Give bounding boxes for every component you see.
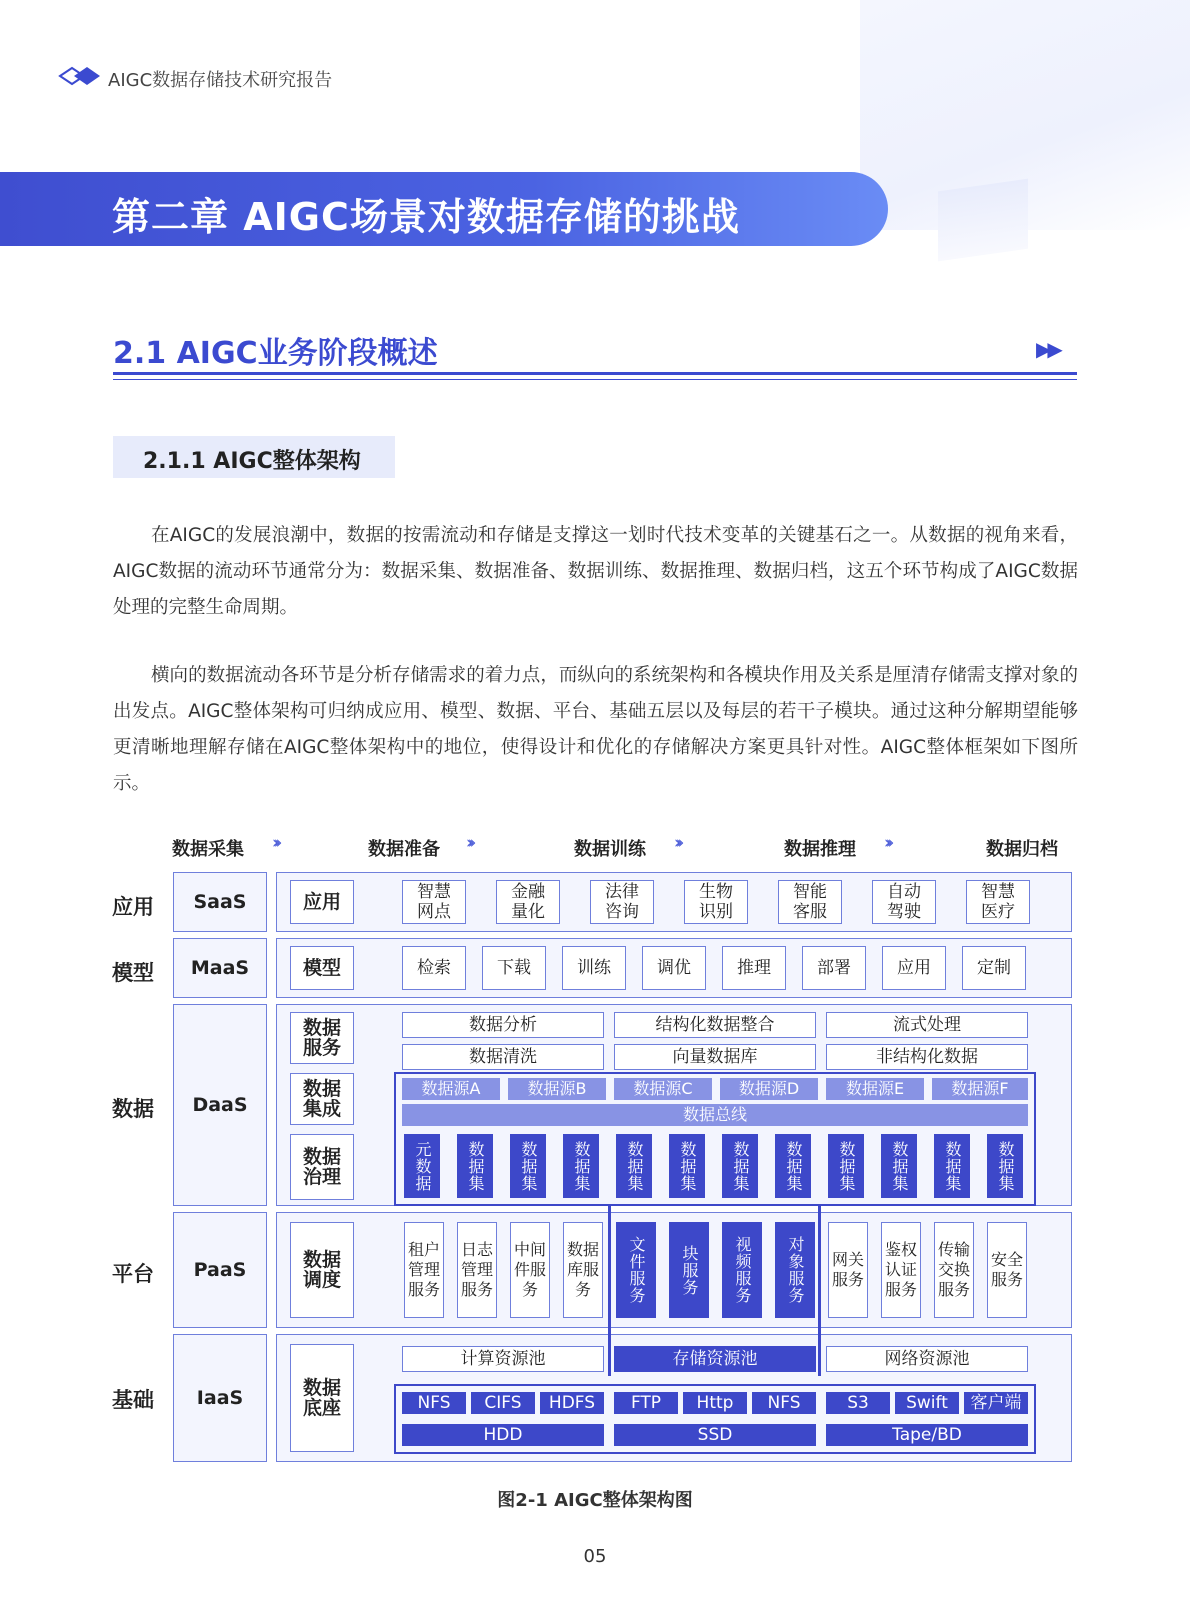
decorative-cube-small: [938, 179, 1028, 262]
phase-arrow-icon: ›››: [674, 833, 680, 853]
storage-service: 对象服务: [775, 1222, 815, 1318]
dataset-block: 元数据: [404, 1134, 440, 1198]
platform-service: 日志管理服务: [457, 1222, 497, 1318]
dataset-block: 数据集: [457, 1134, 493, 1198]
service-label: DaaS: [192, 1094, 248, 1116]
storage-service: 视频服务: [722, 1222, 762, 1318]
daas-side-label: 数据治理: [290, 1134, 354, 1200]
platform-service: 传输交换服务: [934, 1222, 974, 1318]
app-item: 自动驾驶: [872, 880, 936, 924]
platform-service: 租户管理服务: [404, 1222, 444, 1318]
saas-side-label: 应用: [290, 880, 354, 924]
protocol-item: FTP: [614, 1392, 678, 1414]
dataset-block: 数据集: [828, 1134, 864, 1198]
daas-side-label: 数据集成: [290, 1073, 354, 1125]
data-source: 数据源F: [932, 1078, 1028, 1100]
platform-service: 鉴权认证服务: [881, 1222, 921, 1318]
service-label: MaaS: [190, 957, 250, 979]
chapter-title: 第二章 AIGC场景对数据存储的挑战: [112, 195, 740, 239]
storage-media: Tape/BD: [826, 1424, 1028, 1446]
paragraph: 横向的数据流动各环节是分析存储需求的着力点，而纵向的系统架构和各模块作用及关系是厘清存储需支撑对象的出发点。AIGC整体架构可归纳成应用、模型、数据、平台、基础五层以及每层的若干子模块。通过这种分解期望能够更清晰地理解存储在AIGC整体架构中的地位，使得设计和优化的存储解决方案更具针对性。AIGC整体框架如下图所示。: [113, 665, 1078, 794]
phase-label: 数据准备: [368, 839, 440, 860]
protocol-item: S3: [826, 1392, 890, 1414]
connector-line: [818, 1206, 821, 1376]
resource-pool: 计算资源池: [402, 1346, 604, 1372]
section-divider-thin: [113, 379, 1077, 380]
app-item: 法律咨询: [590, 880, 654, 924]
phase-label: 数据训练: [574, 839, 646, 860]
data-service-item: 数据分析: [402, 1012, 604, 1038]
app-item: 金融量化: [496, 880, 560, 924]
model-item: 推理: [722, 946, 786, 990]
phase-label: 数据推理: [784, 839, 856, 860]
section-divider: [113, 372, 1077, 375]
layer-label: 模型: [112, 961, 154, 985]
phase-label: 数据采集: [172, 839, 244, 860]
platform-service: 中间件服务: [510, 1222, 550, 1318]
data-service-item: 向量数据库: [614, 1044, 816, 1070]
model-item: 部署: [802, 946, 866, 990]
dataset-block: 数据集: [881, 1134, 917, 1198]
platform-service: 网关服务: [828, 1222, 868, 1318]
model-item: 下载: [482, 946, 546, 990]
report-title: AIGC数据存储技术研究报告: [108, 70, 333, 91]
paragraph: 在AIGC的发展浪潮中，数据的按需流动和存储是支撑这一划时代技术变革的关键基石之一。从数据的视角来看，AIGC数据的流动环节通常分为：数据采集、数据准备、数据训练、数据推理、数据归档，这五个环节构成了AIGC数据处理的完整生命周期。: [113, 525, 1078, 618]
layer-label: 平台: [112, 1262, 154, 1286]
resource-pool: 网络资源池: [826, 1346, 1028, 1372]
dataset-block: 数据集: [669, 1134, 705, 1198]
phase-arrow-icon: ›››: [466, 833, 472, 853]
page-number: 05: [583, 1546, 607, 1567]
data-service-item: 数据清洗: [402, 1044, 604, 1070]
app-item: 智能客服: [778, 880, 842, 924]
dataset-block: 数据集: [563, 1134, 599, 1198]
app-item: 生物识别: [684, 880, 748, 924]
layer-label: 基础: [112, 1388, 154, 1412]
model-item: 定制: [962, 946, 1026, 990]
model-item: 应用: [882, 946, 946, 990]
dataset-block: 数据集: [722, 1134, 758, 1198]
protocol-item: Swift: [895, 1392, 959, 1414]
resource-pool: 存储资源池: [614, 1346, 816, 1372]
model-item: 训练: [562, 946, 626, 990]
iaas-side-label: 数据底座: [290, 1344, 354, 1452]
storage-service: 块服务: [669, 1222, 709, 1318]
storage-media: SSD: [614, 1424, 816, 1446]
phase-arrow-icon: ›››: [884, 833, 890, 853]
storage-service: 文件服务: [616, 1222, 656, 1318]
protocol-item: 客户端: [964, 1392, 1028, 1414]
protocol-item: HDFS: [540, 1392, 604, 1414]
app-item: 智慧网点: [402, 880, 466, 924]
protocol-item: CIFS: [471, 1392, 535, 1414]
storage-foundation-outline: [394, 1384, 1036, 1454]
model-item: 调优: [642, 946, 706, 990]
model-item: 检索: [402, 946, 466, 990]
platform-service: 安全服务: [987, 1222, 1027, 1318]
maas-side-label: 模型: [290, 946, 354, 990]
dataset-block: 数据集: [616, 1134, 652, 1198]
saas-frame: [276, 872, 1072, 932]
storage-media: HDD: [402, 1424, 604, 1446]
figure-caption: 图2-1 AIGC整体架构图: [497, 1490, 693, 1511]
subsection-title: 2.1.1 AIGC整体架构: [143, 449, 361, 474]
section-title: 2.1 AIGC业务阶段概述: [113, 336, 438, 371]
data-source: 数据源B: [508, 1078, 606, 1100]
data-integration-outline: [394, 1072, 1036, 1206]
phase-label: 数据归档: [986, 839, 1058, 860]
paas-side-label: 数据调度: [290, 1222, 354, 1318]
layer-label: 数据: [112, 1097, 154, 1121]
service-label: SaaS: [193, 891, 247, 913]
data-source: 数据源D: [720, 1078, 818, 1100]
dataset-block: 数据集: [510, 1134, 546, 1198]
dataset-block: 数据集: [987, 1134, 1023, 1198]
data-service-item: 流式处理: [826, 1012, 1028, 1038]
service-label: PaaS: [193, 1259, 247, 1281]
data-service-item: 非结构化数据: [826, 1044, 1028, 1070]
protocol-item: NFS: [402, 1392, 466, 1414]
dataset-block: 数据集: [934, 1134, 970, 1198]
protocol-item: NFS: [752, 1392, 816, 1414]
connector-line: [608, 1206, 611, 1376]
data-source: 数据源A: [402, 1078, 500, 1100]
data-bus: 数据总线: [402, 1104, 1028, 1126]
service-label: IaaS: [196, 1387, 244, 1409]
logo-diamond-icon: [58, 64, 104, 88]
protocol-item: Http: [683, 1392, 747, 1414]
data-source: 数据源E: [826, 1078, 924, 1100]
daas-side-label: 数据服务: [290, 1012, 354, 1064]
app-item: 智慧医疗: [966, 880, 1030, 924]
double-arrow-icon: ▶▶: [1036, 337, 1059, 361]
layer-label: 应用: [112, 895, 154, 919]
dataset-block: 数据集: [775, 1134, 811, 1198]
phase-arrow-icon: ›››: [272, 833, 278, 853]
platform-service: 数据库服务: [563, 1222, 603, 1318]
data-source: 数据源C: [614, 1078, 712, 1100]
data-service-item: 结构化数据整合: [614, 1012, 816, 1038]
